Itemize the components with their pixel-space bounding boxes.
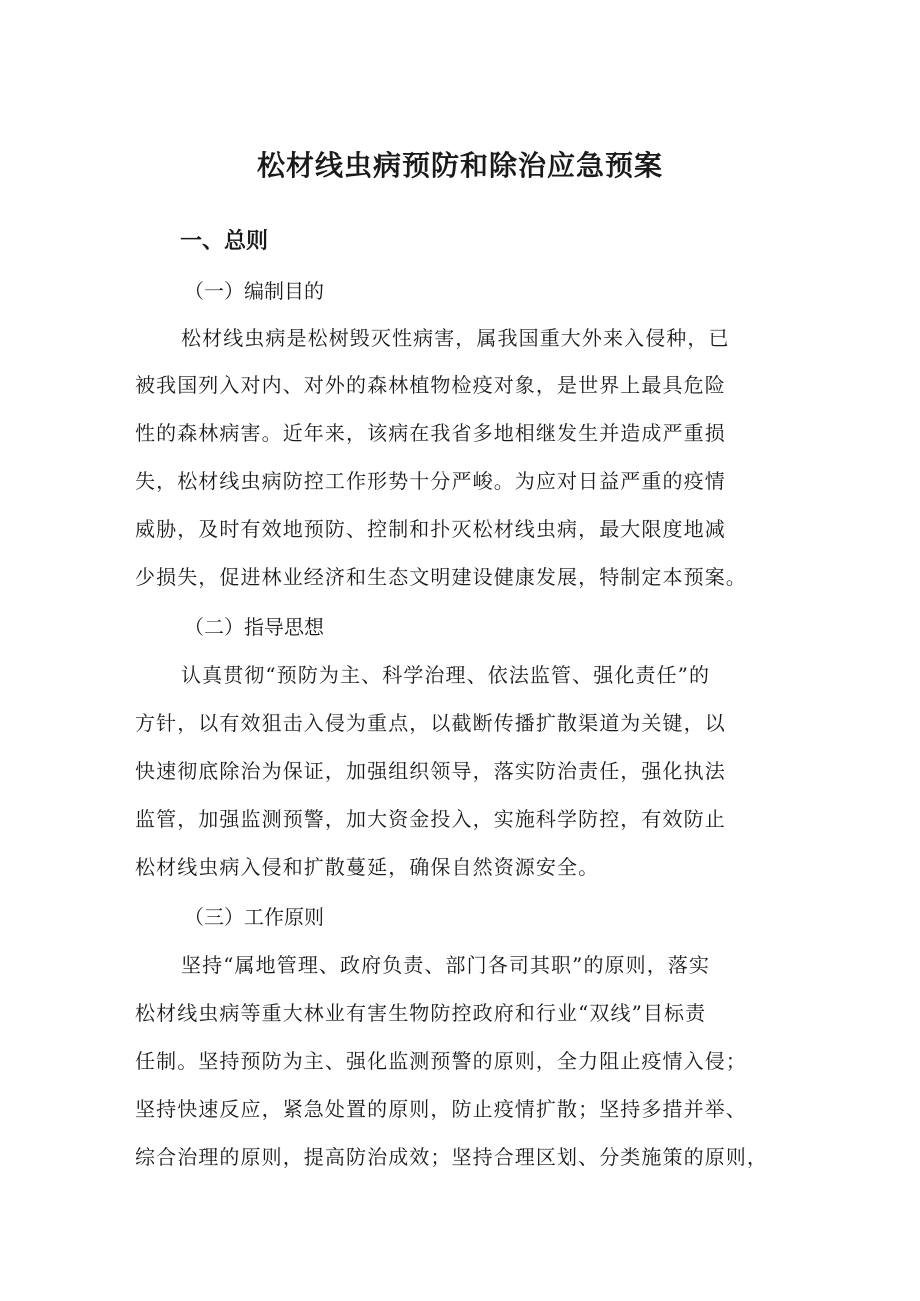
paragraph-line: 坚持“属地管理、政府负责、部门各司其职”的原则，落实 xyxy=(181,953,711,977)
paragraph-line: 监管，加强监测预警，加大资金投入，实施科学防控，有效防止 xyxy=(135,807,726,831)
paragraph-line: 任制。坚持预防为主、强化监测预警的原则，全力阻止疫情入侵； xyxy=(135,1049,747,1073)
paragraph-line: 综合治理的原则，提高防治成效；坚持合理区划、分类施策的原则， xyxy=(135,1145,768,1169)
subsection-heading-purpose: （一）编制目的 xyxy=(184,279,324,303)
paragraph-line: 性的森林病害。近年来，该病在我省多地相继发生并造成严重损 xyxy=(135,421,726,445)
paragraph-line: 松材线虫病等重大林业有害生物防控政府和行业“双线”目标责 xyxy=(135,1001,707,1025)
paragraph-line: 少损失，促进林业经济和生态文明建设健康发展，特制定本预案。 xyxy=(135,565,747,589)
paragraph-line: 松材线虫病入侵和扩散蔓延，确保自然资源安全。 xyxy=(135,855,600,879)
paragraph-line: 方针，以有效狙击入侵为重点，以截断传播扩散渠道为关键，以 xyxy=(135,711,726,735)
section-heading-general: 一、总则 xyxy=(180,229,269,254)
subsection-heading-work-principles: （三）工作原则 xyxy=(184,905,324,929)
paragraph-line: 快速彻底除治为保证，加强组织领导，落实防治责任，强化执法 xyxy=(135,759,726,783)
paragraph-line: 被我国列入对内、对外的森林植物检疫对象，是世界上最具危险 xyxy=(135,373,726,397)
document-title: 松材线虫病预防和除治应急预案 xyxy=(256,149,663,182)
paragraph-line: 坚持快速反应，紧急处置的原则，防止疫情扩散；坚持多措并举、 xyxy=(135,1097,747,1121)
subsection-heading-guiding-ideology: （二）指导思想 xyxy=(184,615,324,639)
paragraph-line: 认真贯彻“预防为主、科学治理、依法监管、强化责任”的 xyxy=(181,663,711,687)
paragraph-line: 松材线虫病是松树毁灭性病害，属我国重大外来入侵种，已 xyxy=(181,326,730,350)
paragraph-line: 威胁，及时有效地预防、控制和扑灭松材线虫病，最大限度地减 xyxy=(135,517,726,541)
paragraph-line: 失，松材线虫病防控工作形势十分严峻。为应对日益严重的疫情 xyxy=(135,469,726,493)
